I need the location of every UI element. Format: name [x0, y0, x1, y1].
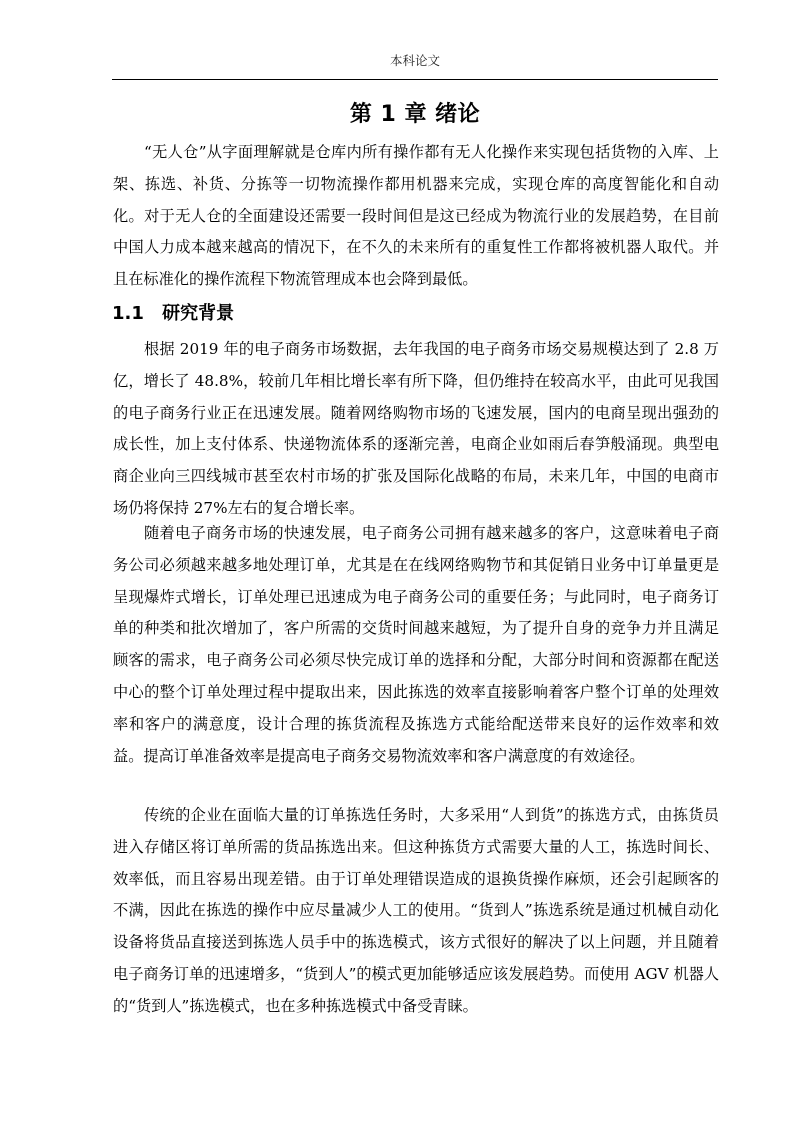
- body-paragraph: 传统的企业在面临大量的订单拣选任务时，大多采用“人到货”的拣选方式，由拣货员进入存储区将订单所需的货品拣选出来。但这种拣货方式需要大量的人工，拣选时间长、效率低，而且容易出现差错。由于订单处理错误造成的退换货操作麻烦，还会引起顾客的不满，因此在拣选的操作中应尽量减少人工的使用。“货到人”拣选系统是通过机械自动化设备将货品直接送到拣选人员手中的拣选模式，该方式很好的解决了以上问题，并且随着电子商务订单的迅速增多，“货到人”的模式更加能够适应该发展趋势。而使用 AGV 机器人的“货到人”拣选模式，也在多种拣选模式中备受青睐。: [113, 806, 720, 1015]
- section-heading: [112, 299, 718, 329]
- body-paragraph: 根据 2019 年的电子商务市场数据，去年我国的电子商务市场交易规模达到了 2.8 万亿，增长了 48.8%，较前几年相比增长率有所下降，但仍维持在较高水平，由此可见我国的电子商务行业正在迅速发展。随着网络购物市场的飞速发展，国内的电商呈现出强劲的成长性，加上支付体系、快递物流体系的逐渐完善，电商企业如雨后春笋般涌现。典型电商企业向三四线城市甚至农村市场的扩张及国际化战略的布局，未来几年，中国的电商市场仍将保持 27%左右的复合增长率。: [113, 340, 719, 517]
- chapter-title: [112, 97, 718, 133]
- running-header: 本科论文: [389, 53, 440, 68]
- chapter-title-text: 绪论: [435, 102, 481, 127]
- section-title-text: 研究背景: [162, 303, 235, 324]
- body-paragraph: 随着电子商务市场的快速发展，电子商务公司拥有越来越多的客户，这意味着电子商务公司必须越来越多地处理订单，尤其是在在线网络购物节和其促销日业务中订单量更是呈现爆炸式增长，订单处理已迅速成为电子商务公司的重要任务；与此同时，电子商务订单的种类和批次增加了，客户所需的交货时间越来越短，为了提升自身的竞争力并且满足顾客的需求，电子商务公司必须尽快完成订单的选择和分配，大部分时间和资源都在配送中心的整个订单处理过程中提取出来，因此拣选的效率直接影响着客户整个订单的处理效率和客户的满意度，设计合理的拣货流程及拣选方式能给配送带来良好的运作效率和效益。提高订单准备效率是提高电子商务交易物流效率和客户满意度的有效途径。: [113, 524, 719, 765]
- intro-paragraph: “无人仓”从字面理解就是仓库内所有操作都有无人化操作来实现包括货物的入库、上架、拣选、补货、分拣等一切物流操作都用机器来完成，实现仓库的高度智能化和自动化。对于无人仓的全面建设还需要一段时间但是这已经成为物流行业的发展趋势，在目前中国人力成本越来越高的情况下，在不久的未来所有的重复性工作都将被机器人取代。并且在标准化的操作流程下物流管理成本也会降到最低。: [113, 143, 719, 289]
- header-divider: [112, 79, 718, 80]
- section-number: 1.1: [112, 303, 144, 324]
- chapter-number: 第 1 章: [349, 102, 427, 127]
